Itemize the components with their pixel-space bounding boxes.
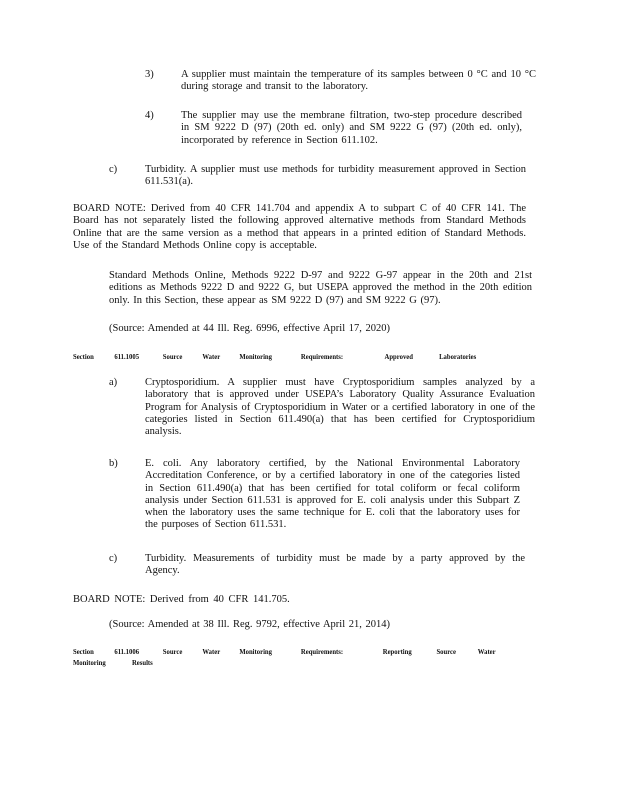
heading-word: Results [131, 658, 153, 667]
heading-word: Source [162, 352, 183, 361]
item-marker: c) [109, 164, 118, 175]
heading-word: Section [73, 352, 94, 361]
section-heading-611-1006 [73, 647, 513, 669]
item-b-text: E. coli. Any laboratory certified, by the National Environmental Laboratory Accreditation Conference, or by a certified laboratory in one of the categories listed in Section 611.490(a) that has been certified for total coliform or fecal coliform analysis under Section 611.531 is approved for E. coli analysis under this Subpart Z when the laboratory uses the same technique for E. coli that the laboratory uses for the purposes of Section 611.531. [145, 458, 520, 531]
item-marker: b) [109, 458, 118, 469]
heading-word: Water [202, 352, 221, 361]
heading-word: Monitoring [239, 647, 272, 656]
board-note: BOARD NOTE: Derived from 40 CFR 141.705. [73, 594, 290, 605]
item-marker: 4) [145, 110, 154, 121]
item-c-text: Turbidity. A supplier must use methods for turbidity measurement approved in Section 611.531(a). [145, 164, 526, 188]
heading-word: Reporting [382, 647, 412, 656]
item-3-text: A supplier must maintain the temperature of its samples between 0 °C and 10 °C during storage and transit to the laboratory. [181, 69, 536, 93]
heading-word: Monitoring [239, 352, 272, 361]
heading-word: Monitoring [73, 658, 106, 667]
item-a-text: Cryptosporidium. A supplier must have Cryptosporidium samples analyzed by a laboratory that is approved under USEPA’s Laboratory Quality Assurance Evaluation Program for Analysis of Cryptosporidium in Water or a certified laboratory in one of the categories listed in Section 611.490(a) that has been certified for Cryptosporidium analysis. [145, 377, 535, 438]
source-note: (Source: Amended at 38 Ill. Reg. 9792, effective April 21, 2014) [109, 619, 390, 630]
heading-word: Source [162, 647, 183, 656]
item-c2-text: Turbidity. Measurements of turbidity must be made by a party approved by the Agency. [145, 553, 525, 577]
heading-word: Approved [384, 352, 413, 361]
item-4-text: The supplier may use the membrane filtration, two-step procedure described in SM 9222 D (97) (20th ed. only) and SM 9222 G (97) (20th ed. only), incorporated by reference in Section 611.102. [181, 110, 522, 146]
item-marker: c) [109, 553, 118, 564]
heading-word: Water [477, 647, 496, 656]
heading-word: Requirements: [300, 352, 344, 361]
standard-methods-paragraph: Standard Methods Online, Methods 9222 D-97 and 9222 G-97 appear in the 20th and 21st editions as Methods 9222 D and 9222 G, but USEPA approved the method in the 20th edition only. In this Section, these appear as SM 9222 D (97) and SM 9222 G (97). [109, 270, 532, 306]
item-marker: 3) [145, 69, 154, 80]
heading-word: 611.1006 [114, 647, 140, 656]
heading-word: Requirements: [300, 647, 344, 656]
heading-word: Section [73, 647, 94, 656]
heading-word: 611.1005 [114, 352, 140, 361]
section-heading-611-1005 [73, 352, 513, 362]
item-marker: a) [109, 377, 118, 388]
board-note: BOARD NOTE: Derived from 40 CFR 141.704 and appendix A to subpart C of 40 CFR 141. The Board has not separately listed the following approved alternative methods from Standard Methods Online that are the same version as a method that appears in a printed edition of Standard Methods. Use of the Standard Methods Online copy is acceptable. [73, 203, 526, 251]
heading-word: Laboratories [439, 352, 477, 361]
heading-word: Source [436, 647, 456, 656]
heading-word: Water [202, 647, 221, 656]
source-note: (Source: Amended at 44 Ill. Reg. 6996, effective April 17, 2020) [109, 323, 390, 334]
